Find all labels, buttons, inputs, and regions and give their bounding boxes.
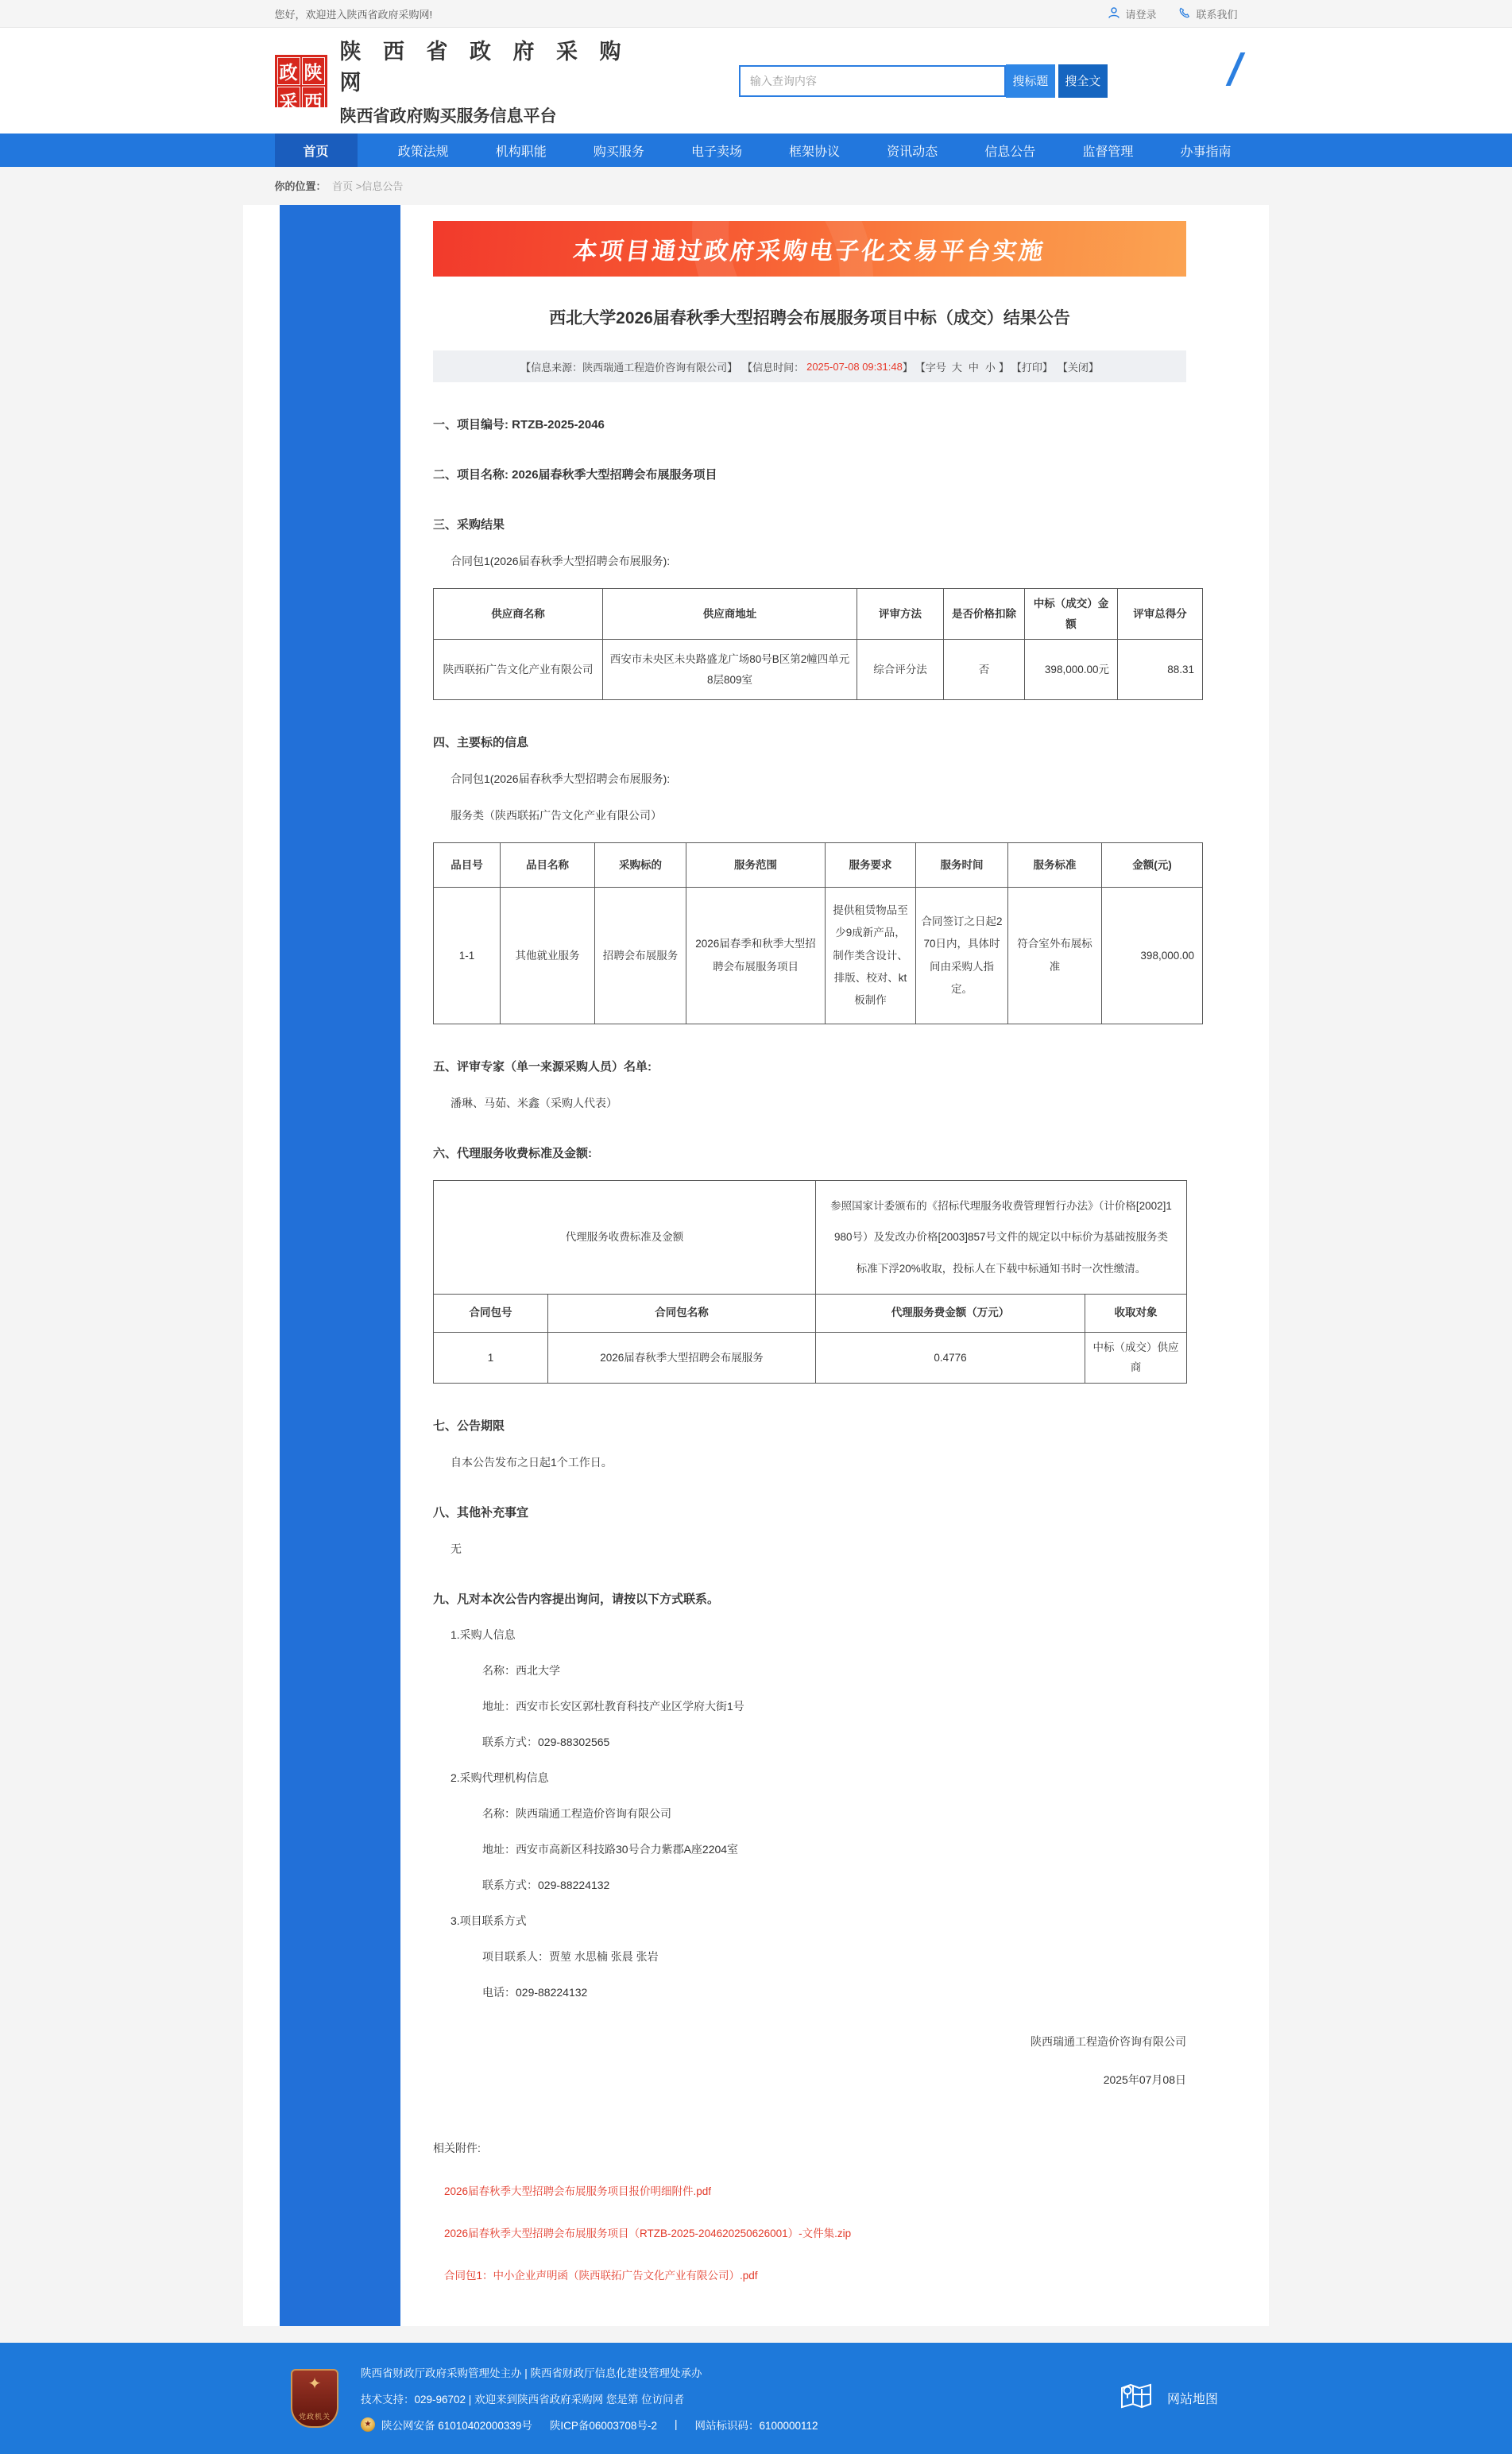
other-matters-text: 无 [451,1542,462,1555]
subject: 招聘会布展服务 [595,888,686,1024]
signature-block [433,2034,1186,2088]
section-subject-info: 四、主要标的信息 [433,736,529,750]
meta-time-end: 】 [902,361,913,374]
site-title: 陕 西 省 政 府 采 购 网 [339,40,629,95]
meta-fontsize-end: 】 [998,361,1009,374]
announcement-period-text: 自本公告发布之日起1个工作日。 [451,1455,613,1469]
signature-date: 2025年07月08日 [1103,2073,1186,2086]
result-table [433,588,1203,700]
font-size-large[interactable]: 大 [951,361,962,374]
supplier-address: 西安市未央区未央路盛龙广场80号B区第2幢四单元8层809室 [603,640,857,700]
section-procurement-result: 三、采购结果 [433,518,505,532]
icp-filing[interactable]: 陕ICP备06003708号-2 [549,2419,657,2432]
attachments-heading: 相关附件: [433,2141,481,2154]
col-service-requirements: 服务要求 [826,843,916,888]
attachment-link-quote-pdf[interactable]: 2026届春秋季大型招聘会布展服务项目报价明细附件.pdf [444,2185,712,2197]
logo-char: 政 [277,57,300,85]
attachments-block [433,2140,1186,2282]
footer-beian-line [361,2417,818,2433]
section-announcement-period: 七、公告期限 [433,1419,505,1433]
platform-banner [433,221,1186,277]
buyer-telephone: 联系方式：029-88302565 [482,1735,610,1748]
topbar [0,0,1512,28]
col-fee-payer: 收取对象 [1085,1294,1187,1332]
item-no: 1-1 [434,888,501,1024]
site-titles [340,34,653,127]
meta-time-label: 【信息时间： [742,361,805,374]
police-badge-icon: ★ [361,2417,375,2432]
breadcrumb-label: 你的位置： [274,180,327,192]
slash-decoration [1225,52,1244,86]
nav-item-guide[interactable]: 办事指南 [1180,145,1232,159]
public-security-filing[interactable]: 陕公网安备 61010402000339号 [381,2419,532,2432]
logo-char: 西 [302,87,325,114]
nav-item-announcements[interactable]: 信息公告 [984,145,1036,159]
announcement-title: 西北大学2026届春秋季大型招聘会布展服务项目中标（成交）结果公告 [549,309,1070,327]
print-button[interactable]: 【打印】 [1011,361,1053,374]
col-fee-amount: 代理服务费金额（万元） [816,1294,1085,1332]
contact-us-label: 联系我们 [1196,8,1238,21]
col-service-scope: 服务范围 [686,843,826,888]
package-line: 合同包1(2026届春秋季大型招聘会布展服务): [451,772,671,786]
attachment-link-sme-declaration-pdf[interactable]: 合同包1：中小企业声明函（陕西联拓广告文化产业有限公司）.pdf [444,2269,758,2282]
meta-fontsize-label: 【字号 [915,361,946,374]
package-no: 1 [434,1332,548,1383]
sitemap-link[interactable] [1119,2382,1218,2414]
search-title-button[interactable]: 搜标题 [1006,64,1055,98]
section-project-name: 二、项目名称: 2026届春秋季大型招聘会布展服务项目 [433,468,717,482]
fee-table [433,1180,1187,1384]
main-nav [0,134,1512,167]
section-experts: 五、评审专家（单一来源采购人员）名单: [433,1060,652,1074]
badge-emblem-icon: ✦ [307,2375,322,2393]
result-table-row [434,640,1203,700]
agent-address: 地址：西安市高新区科技路30号合力紫郡A座2204室 [482,1842,739,1856]
col-supplier-address: 供应商地址 [603,589,857,640]
nav-item-home[interactable]: 首页 [275,134,358,167]
total-score: 88.31 [1118,640,1203,700]
agent-telephone: 联系方式：029-88224132 [482,1878,610,1891]
contact-us-link[interactable] [1178,6,1237,21]
section-contact: 九、凡对本次公告内容提出询问，请按以下方式联系。 [433,1592,720,1606]
topbar-links [1108,6,1237,21]
subject-table-header-row [434,843,1203,888]
footer-text-block [361,2364,818,2433]
phone-icon [1178,6,1191,21]
col-price-deduction: 是否价格扣除 [944,589,1025,640]
footer-organizer-line: 陕西省财政厅政府采购管理处主办 | 陕西省财政厅信息化建设管理处承办 [361,2367,702,2379]
site-logo [275,55,327,112]
signature-org: 陕西瑞通工程造价咨询有限公司 [1031,2034,1186,2048]
col-service-time: 服务时间 [916,843,1008,888]
footer [0,2343,1512,2454]
section-project-number: 一、项目编号: RTZB-2025-2046 [433,418,605,432]
price-deduction: 否 [944,640,1025,700]
login-link[interactable] [1108,6,1156,21]
font-size-medium[interactable]: 中 [968,361,979,374]
col-package-no: 合同包号 [434,1294,548,1332]
nav-item-purchase-services[interactable]: 购买服务 [593,145,644,159]
header [0,28,1512,134]
section-agency-fee: 六、代理服务收费标准及金额: [433,1147,592,1161]
search-bar [739,64,1108,98]
item-name: 其他就业服务 [501,888,595,1024]
fee-payer: 中标（成交）供应商 [1085,1332,1187,1383]
breadcrumb-current: 信息公告 [362,180,404,192]
party-gov-badge [291,2369,338,2428]
nav-item-emall[interactable]: 电子卖场 [690,145,742,159]
col-award-amount: 中标（成交）金额 [1025,589,1118,640]
col-supplier-name: 供应商名称 [434,589,603,640]
col-amount: 金额(元) [1102,843,1203,888]
breadcrumb-home[interactable]: 首页 [332,180,354,192]
nav-item-framework[interactable]: 框架协议 [789,145,841,159]
buyer-name: 名称：西北大学 [482,1663,560,1677]
supplier-name: 陕西联拓广告文化产业有限公司 [434,640,603,700]
meta-time-value: 2025-07-08 09:31:48 [806,360,903,373]
map-icon [1119,2382,1153,2414]
result-table-header-row [434,589,1203,640]
logo-char: 陕 [302,57,325,85]
agent-name: 名称：陕西瑞通工程造价咨询有限公司 [482,1806,671,1820]
close-button[interactable]: 【关闭】 [1057,361,1099,374]
fee-standard-row [434,1181,1187,1294]
welcome-text: 您好，欢迎进入陕西省政府采购网! [274,8,433,21]
subject-table-row [434,888,1203,1024]
col-service-standard: 服务标准 [1008,843,1102,888]
fee-table-row [434,1332,1187,1383]
fee-table-header-row [434,1294,1187,1332]
nav-item-policies[interactable]: 政策法规 [397,145,449,159]
package-name: 2026届春秋季大型招聘会布展服务 [548,1332,816,1383]
col-review-method: 评审方法 [857,589,944,640]
nav-item-news[interactable]: 资讯动态 [887,145,938,159]
nav-item-functions[interactable]: 机构职能 [495,145,547,159]
content-card [243,205,1269,2326]
buyer-address: 地址：西安市长安区郭杜教育科技产业区学府大街1号 [482,1699,744,1713]
attachment-link-fileset-zip[interactable]: 2026届春秋季大型招聘会布展服务项目（RTZB-2025-204620250626001）-文件集.zip [444,2227,852,2239]
fee-amount: 0.4776 [816,1332,1085,1383]
meta-bar [433,350,1186,382]
buyer-heading: 1.采购人信息 [451,1628,516,1641]
meta-source: 【信息来源：陕西瑞通工程造价咨询有限公司】 [520,361,738,374]
nav-item-supervision[interactable]: 监督管理 [1082,145,1134,159]
section-other-matters: 八、其他补充事宜 [433,1505,529,1519]
project-contact-person: 项目联系人：贾堃 水思楠 张晨 张岩 [482,1949,659,1963]
subject-table [433,842,1203,1024]
service-type-line: 服务类（陕西联拓广告文化产业有限公司） [451,809,662,823]
site-identification-code: 网站标识码：6100000112 [694,2419,818,2432]
expert-names: 潘琳、马茹、米鑫（采购人代表） [451,1097,617,1110]
breadcrumb-separator: > [355,180,362,192]
badge-label: 党政机关 [298,2412,331,2421]
service-requirements: 提供租赁物品至少9成新产品，制作类含设计、排版、校对、kt板制作 [826,888,916,1024]
fee-standard-label: 代理服务收费标准及金额 [434,1181,816,1294]
site-subtitle: 陕西省政府购买服务信息平台 [339,107,557,126]
left-blue-strip [280,205,400,2326]
service-time: 合同签订之日起270日内，具体时间由采购人指定。 [916,888,1008,1024]
logo-char: 采 [277,87,300,114]
search-input[interactable] [739,65,1006,97]
search-fulltext-button[interactable]: 搜全文 [1058,64,1108,98]
col-item-no: 品目号 [434,843,501,888]
fee-standard-description: 参照国家计委颁布的《招标代理服务收费管理暂行办法》（计价格[2002]1980号）及发改办价格[2003]857号文件的规定以中标价为基础按服务类标准下浮20%收取，投标人在下载中标通知书时一次性缴清。 [816,1181,1187,1294]
col-total-score: 评审总得分 [1118,589,1203,640]
col-item-name: 品目名称 [501,843,595,888]
font-size-small[interactable]: 小 [984,361,996,374]
project-contact-heading: 3.项目联系方式 [451,1914,527,1927]
review-method: 综合评分法 [857,640,944,700]
project-contact-telephone: 电话：029-88224132 [482,1985,588,1999]
agent-heading: 2.采购代理机构信息 [451,1771,549,1784]
footer-support-line: 技术支持：029-96702 | 欢迎来到陕西省政府采购网 您是第 位访问者 [361,2393,685,2406]
login-label: 请登录 [1125,8,1157,21]
award-amount: 398,000.00元 [1025,640,1118,700]
sitemap-label: 网站地图 [1166,2393,1218,2407]
service-scope: 2026届春季和秋季大型招聘会布展服务项目 [686,888,826,1024]
col-subject: 采购标的 [595,843,686,888]
contact-block [433,1627,1186,2000]
breadcrumb [0,167,1512,193]
service-standard: 符合室外布展标准 [1008,888,1102,1024]
platform-banner-text: 本项目通过政府采购电子化交易平台实施 [571,238,1047,265]
user-icon [1108,6,1120,21]
col-package-name: 合同包名称 [548,1294,816,1332]
package-line: 合同包1(2026届春秋季大型招聘会布展服务): [451,555,671,567]
beian-separator: | [674,2418,678,2431]
amount: 398,000.00 [1102,888,1203,1024]
